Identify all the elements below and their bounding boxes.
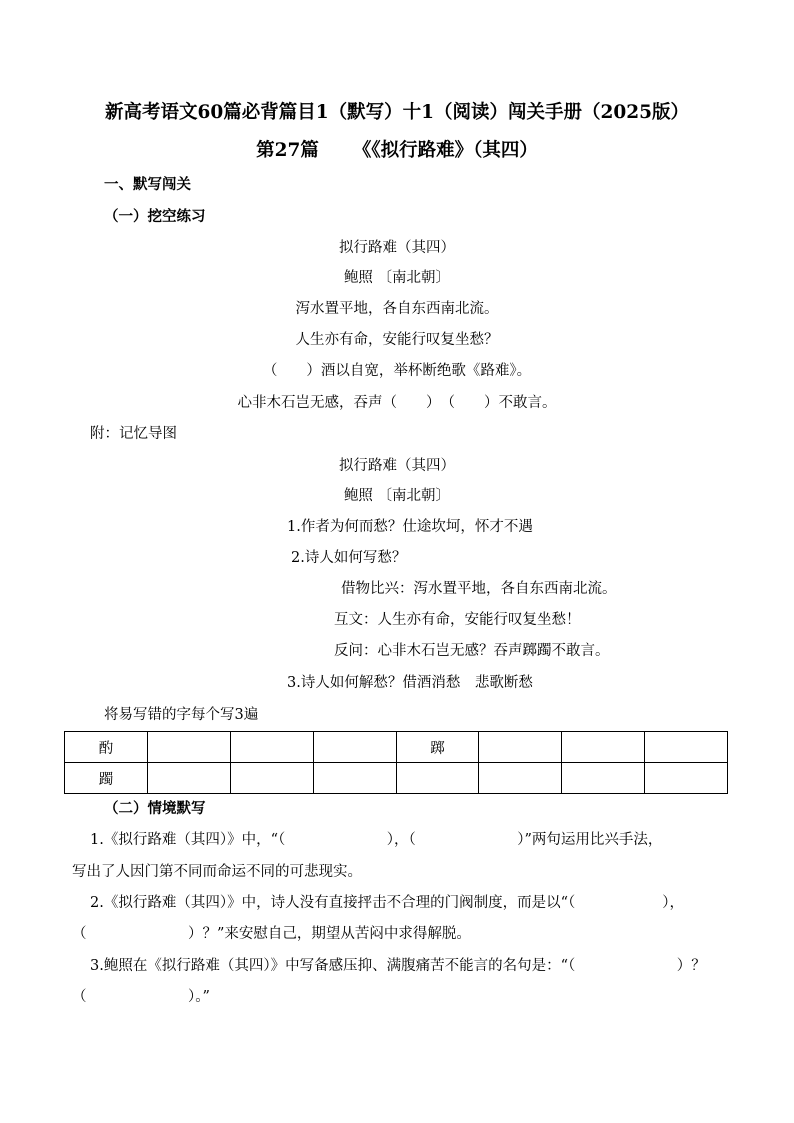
writing-cell[interactable] bbox=[147, 763, 230, 794]
mindmap-answer-2a: 借物比兴：泻水置平地，各自东西南北流。 bbox=[341, 581, 617, 597]
chapter-number: 第27篇 bbox=[256, 140, 319, 161]
poem-line-4 bbox=[0, 391, 794, 412]
writing-cell[interactable] bbox=[479, 763, 562, 794]
writing-cell[interactable] bbox=[313, 732, 396, 763]
poem-blank[interactable]: （ ） bbox=[382, 395, 441, 411]
table-row bbox=[65, 763, 728, 794]
section-heading-dictation: 一、默写闯关 bbox=[104, 176, 191, 193]
table-cell: 躅 bbox=[65, 763, 148, 794]
writing-cell[interactable] bbox=[313, 763, 396, 794]
question-3-line-2[interactable]: （ ）。” bbox=[72, 989, 210, 1005]
document-subtitle bbox=[0, 136, 794, 162]
writing-cell[interactable] bbox=[479, 732, 562, 763]
poem-blank[interactable]: （ ） bbox=[262, 363, 321, 379]
writing-cell[interactable] bbox=[147, 732, 230, 763]
writing-cell[interactable] bbox=[396, 763, 479, 794]
poem-blank[interactable]: （ ） bbox=[440, 395, 499, 411]
practice-table bbox=[64, 731, 728, 794]
mindmap-question-3: 3.诗人如何解愁？借酒消愁 悲歌断愁 bbox=[287, 675, 533, 691]
question-1-line-1[interactable]: 1.《拟行路难（其四）》中，“（ ），（ ）”两句运用比兴手法， bbox=[90, 832, 663, 848]
subsection-heading-fill-blanks: （一）挖空练习 bbox=[104, 208, 206, 225]
poem-title: 拟行路难（其四） bbox=[339, 240, 455, 256]
mindmap-question-2: 2.诗人如何写愁？ bbox=[291, 550, 407, 566]
table-row bbox=[65, 732, 728, 763]
writing-cell[interactable] bbox=[230, 763, 313, 794]
question-2-line-2[interactable]: （ ）？”来安慰自己，期望从苦闷中求得解脱。 bbox=[72, 926, 471, 942]
poem-line-4-end: 不敢言。 bbox=[498, 395, 557, 411]
poem-line-4-text: 心非木石岂无感，吞声 bbox=[237, 395, 383, 411]
mindmap-answer-2c: 反问：心非木石岂无感？吞声踯躅不敢言。 bbox=[334, 643, 610, 659]
table-cell: 踯 bbox=[396, 732, 479, 763]
writing-cell[interactable] bbox=[645, 763, 728, 794]
practice-instruction: 将易写错的字每个写3遍 bbox=[104, 707, 259, 723]
question-3-line-1[interactable]: 3.鲍照在《拟行路难（其四）》中写备感压抑、满腹痛苦不能言的名句是：“（ ）？ bbox=[90, 958, 706, 974]
poem-line-1: 泻水置平地，各自东西南北流。 bbox=[295, 301, 499, 317]
poem-line-3 bbox=[0, 359, 794, 380]
chapter-poem-title: 《《拟行路难》（其四） bbox=[352, 140, 538, 161]
mindmap-question-1: 1.作者为何而愁？仕途坎坷，怀才不遇 bbox=[287, 519, 533, 535]
appendix-label: 附：记忆导图 bbox=[90, 426, 177, 442]
writing-cell[interactable] bbox=[562, 732, 645, 763]
question-2-line-1[interactable]: 2.《拟行路难（其四）》中，诗人没有直接抨击不合理的门阀制度，而是以“（ ）， bbox=[90, 895, 684, 911]
table-cell: 酌 bbox=[65, 732, 148, 763]
subsection-heading-context-dictation: （二）情境默写 bbox=[104, 800, 206, 817]
question-1-line-2: 写出了人因门第不同而命运不同的可悲现实。 bbox=[72, 864, 362, 880]
mindmap-author: 鲍照 〔南北朝〕 bbox=[343, 488, 451, 504]
mindmap-answer-2b: 互文：人生亦有命，安能行叹复坐愁！ bbox=[334, 612, 581, 628]
poem-line-3-text: 酒以自宽，举杯断绝歌《路难》。 bbox=[320, 363, 532, 379]
mindmap-title: 拟行路难（其四） bbox=[339, 458, 455, 474]
document-title: 新高考语文60篇必背篇目1（默写）十1（阅读）闯关手册（2025版） bbox=[105, 102, 689, 123]
writing-cell[interactable] bbox=[562, 763, 645, 794]
poem-author: 鲍照 〔南北朝〕 bbox=[343, 270, 451, 286]
writing-cell[interactable] bbox=[645, 732, 728, 763]
writing-cell[interactable] bbox=[230, 732, 313, 763]
poem-line-2: 人生亦有命，安能行叹复坐愁？ bbox=[295, 332, 499, 348]
